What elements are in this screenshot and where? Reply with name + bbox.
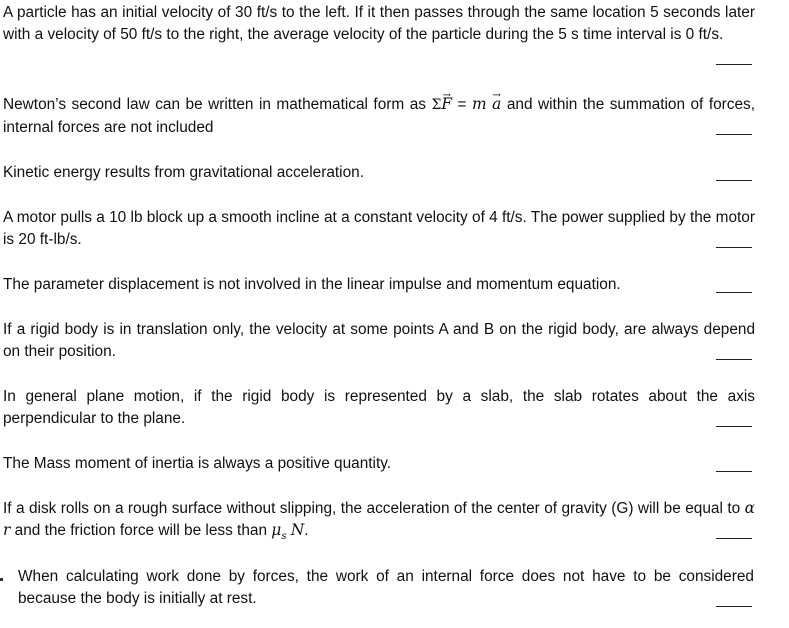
- answer-blank-6[interactable]: [716, 359, 752, 360]
- question-1-text: A particle has an initial velocity of 30 ft/s to the left. If it then passes through the same location 5 seconds later with a velocity of 50 ft/s to the right, the average velocity of the particle during the 5 s time interval is 0 ft/s.: [3, 4, 755, 43]
- answer-blank-10[interactable]: [716, 606, 752, 607]
- question-4-text: A motor pulls a 10 lb block up a smooth incline at a constant velocity of 4 ft/s. The power supplied by the motor is 20 ft-lb/s.: [3, 209, 755, 248]
- answer-blank-9[interactable]: [716, 538, 752, 539]
- question-3: [3, 162, 755, 184]
- answer-blank-1[interactable]: [716, 64, 752, 65]
- question-6: [3, 319, 755, 362]
- answer-blank-8[interactable]: [716, 471, 752, 472]
- question-5-text: The parameter displacement is not involved in the linear impulse and momentum equation.: [3, 276, 621, 293]
- answer-blank-4[interactable]: [716, 247, 752, 248]
- question-9-text-before: If a disk rolls on a rough surface without slipping, the acceleration of the center of gravity (G) will be equal to: [3, 500, 741, 517]
- answer-blank-5[interactable]: [716, 292, 752, 293]
- question-9: [3, 498, 755, 547]
- question-9-text-after: .: [304, 521, 309, 539]
- question-1: [3, 2, 755, 45]
- alpha-r-expression: α r: [3, 499, 755, 539]
- question-10-text: When calculating work done by forces, the work of an internal force does not have to be considered because the body is initially at rest.: [18, 568, 754, 607]
- newton-equation: Σ→ F = m → a: [431, 96, 501, 113]
- question-9-text-middle: and the friction force will be less than: [14, 521, 268, 539]
- question-5: [3, 274, 755, 296]
- bullet-marker: [0, 578, 3, 581]
- answer-blank-2[interactable]: [716, 134, 752, 135]
- question-4: [3, 207, 755, 250]
- question-8-text: The Mass moment of inertia is always a positive quantity.: [3, 455, 392, 472]
- answer-blank-7[interactable]: [716, 426, 752, 427]
- answer-blank-3[interactable]: [716, 180, 752, 181]
- question-2: [3, 94, 755, 138]
- question-7: [3, 386, 755, 429]
- mu-s-n-expression: $\mu_s$ N: [271, 520, 305, 542]
- question-2-text-before: Newton’s second law can be written in mathematical form as: [3, 96, 426, 113]
- question-10: [18, 566, 754, 609]
- question-6-text: If a rigid body is in translation only, the velocity at some points A and B on the rigid body, are always depend on their position.: [3, 321, 755, 360]
- question-8: [3, 453, 755, 475]
- question-3-text: Kinetic energy results from gravitational acceleration.: [3, 164, 364, 181]
- question-7-text: In general plane motion, if the rigid body is represented by a slab, the slab rotates about the axis perpendicular to the plane.: [3, 388, 755, 427]
- question-2-text-after: and within the summation of forces, internal forces are not included: [3, 96, 756, 136]
